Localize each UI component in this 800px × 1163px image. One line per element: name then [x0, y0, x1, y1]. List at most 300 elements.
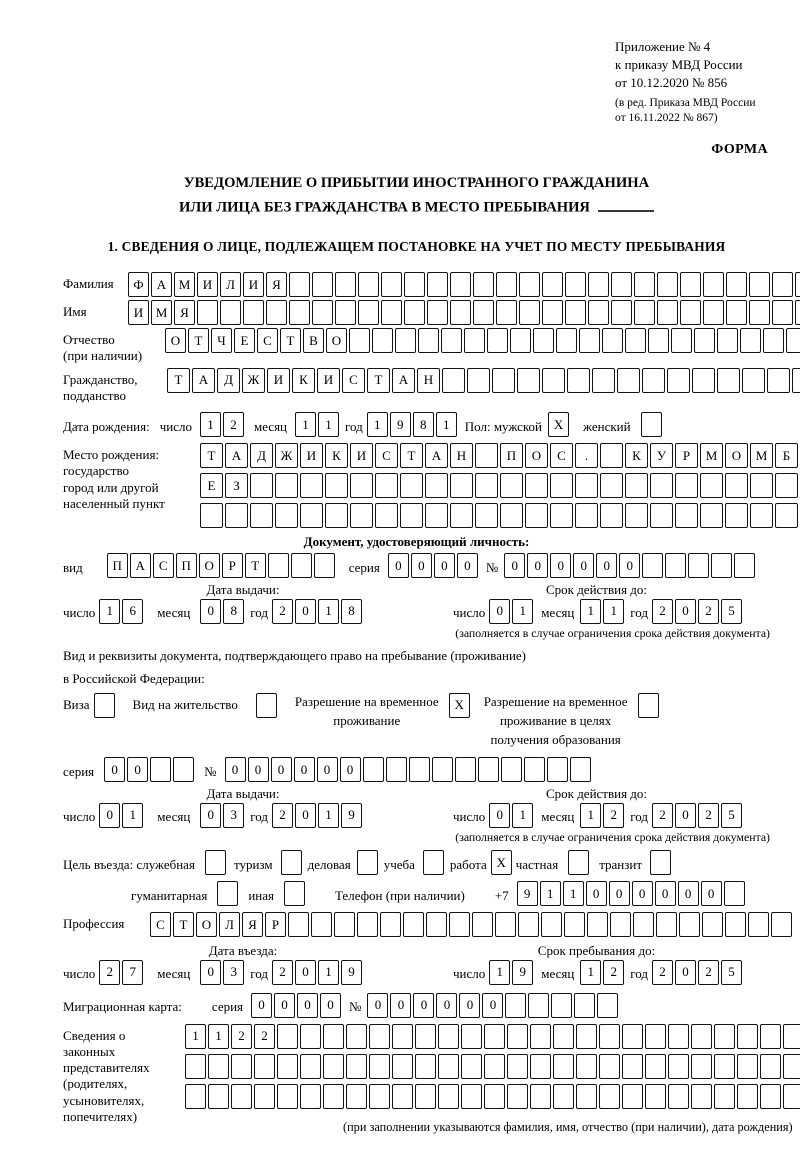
form-cell: [748, 912, 769, 937]
entry-month-input[interactable]: [200, 960, 244, 985]
form-cell: [645, 1084, 666, 1109]
form-cell: [487, 328, 508, 353]
purpose-work-label: работа: [449, 856, 487, 872]
form-cell: [633, 912, 654, 937]
day-label: число: [453, 809, 486, 825]
stay-day-input[interactable]: [489, 960, 533, 985]
form-cell: 1: [295, 412, 316, 437]
form-cell: М: [174, 272, 195, 297]
purpose-other-checkbox[interactable]: [284, 881, 305, 906]
form-cell: 1: [563, 881, 584, 906]
purpose-humanitarian-label: гуманитарная: [131, 887, 208, 903]
form-cell: 9: [517, 881, 538, 906]
month-label: месяц: [253, 418, 288, 434]
form-cell: 6: [122, 599, 143, 624]
form-cell: [381, 272, 402, 297]
purpose-tourism-checkbox[interactable]: [281, 850, 302, 875]
stay-month-input[interactable]: [580, 960, 624, 985]
sex-female-checkbox[interactable]: [641, 412, 662, 437]
patronymic-input[interactable]: [165, 328, 800, 353]
form-cell: [438, 1024, 459, 1049]
residence-valid-month-input[interactable]: [580, 803, 624, 828]
form-cell: 0: [459, 993, 480, 1018]
form-cell: [277, 1024, 298, 1049]
residence-doc-dates: [63, 786, 770, 827]
form-cell: 3: [223, 803, 244, 828]
form-cell: [484, 1054, 505, 1079]
doc-issue-year-input[interactable]: [272, 599, 362, 624]
birth-place-line3-input[interactable]: [200, 503, 798, 528]
patronymic-row: [63, 328, 770, 365]
form-cell: [94, 693, 115, 718]
stay-year-input[interactable]: [652, 960, 742, 985]
form-cell: [254, 1054, 275, 1079]
form-cell: [243, 300, 264, 325]
form-cell: [375, 473, 398, 498]
form-cell: [372, 328, 393, 353]
form-cell: [334, 912, 355, 937]
entry-date-heading: Дата въезда:: [208, 943, 278, 959]
form-cell: Н: [450, 443, 473, 468]
form-cell: [275, 503, 298, 528]
form-cell: 0: [573, 553, 594, 578]
form-cell: [450, 503, 473, 528]
form-cell: [679, 912, 700, 937]
form-cell: [484, 1084, 505, 1109]
day-label: число: [453, 966, 486, 982]
birth-date-label: Дата рождения:: [63, 418, 150, 434]
form-cell: [565, 272, 586, 297]
form-cell: Т: [173, 912, 194, 937]
form-cell: [524, 757, 545, 782]
form-cell: П: [176, 553, 197, 578]
form-cell: 0: [99, 803, 120, 828]
form-cell: 1: [540, 881, 561, 906]
sex-male-checkbox[interactable]: [548, 412, 569, 437]
form-cell: [357, 850, 378, 875]
form-cell: [783, 1024, 800, 1049]
form-cell: [617, 368, 640, 393]
form-cell: [455, 757, 476, 782]
year-label: год: [250, 966, 269, 982]
form-cell: [415, 1084, 436, 1109]
form-cell: [250, 503, 273, 528]
form-cell: [737, 1054, 758, 1079]
form-cell: [547, 757, 568, 782]
form-cell: [369, 1084, 390, 1109]
form-cell: X: [548, 412, 569, 437]
form-cell: 1: [318, 412, 339, 437]
doc-valid-year-input[interactable]: [652, 599, 742, 624]
form-cell: [668, 1054, 689, 1079]
form-cell: [358, 272, 379, 297]
form-cell: Б: [775, 443, 798, 468]
entry-day-input[interactable]: [99, 960, 143, 985]
purpose-private-label: частная: [515, 856, 559, 872]
form-cell: [564, 912, 585, 937]
surname-input[interactable]: [128, 272, 800, 297]
form-cell: [409, 757, 430, 782]
form-cell: [625, 503, 648, 528]
form-cell: [742, 368, 765, 393]
form-cell: 2: [231, 1024, 252, 1049]
form-cell: В: [303, 328, 324, 353]
doc-kind-input[interactable]: [107, 553, 335, 578]
form-cell: 2: [652, 960, 673, 985]
form-cell: 0: [271, 757, 292, 782]
form-cell: [250, 473, 273, 498]
residence-issue-month-input[interactable]: [200, 803, 244, 828]
form-cell: [703, 300, 724, 325]
form-cell: [392, 1084, 413, 1109]
form-cell: [173, 757, 194, 782]
valid-until-heading: Срок действия до:: [545, 582, 648, 598]
form-cell: [461, 1084, 482, 1109]
temp-residence-checkbox[interactable]: [449, 693, 470, 718]
doc-number-input[interactable]: [504, 553, 755, 578]
purpose-official-label: Цель въезда: служебная: [63, 856, 195, 872]
form-cell: 0: [457, 553, 478, 578]
identity-doc-heading: Документ, удостоверяющий личность:: [303, 534, 530, 550]
form-cell: 0: [675, 803, 696, 828]
form-cell: [556, 328, 577, 353]
form-cell: Д: [250, 443, 273, 468]
migration-number-input[interactable]: [367, 993, 618, 1018]
form-cell: М: [700, 443, 723, 468]
form-cell: 1: [603, 599, 624, 624]
entry-date-row: [63, 960, 423, 985]
form-cell: [392, 1024, 413, 1049]
form-cell: 0: [200, 960, 221, 985]
doc-issue-day-input[interactable]: [99, 599, 143, 624]
form-cell: [749, 300, 770, 325]
form-cell: 0: [434, 553, 455, 578]
legal-reps-line1-input[interactable]: [185, 1024, 800, 1049]
form-cell: [450, 300, 471, 325]
form-cell: [717, 368, 740, 393]
form-cell: [592, 368, 615, 393]
form-cell: [665, 553, 686, 578]
purpose-work-checkbox[interactable]: [491, 850, 512, 875]
form-cell: [760, 1024, 781, 1049]
form-cell: 0: [550, 553, 571, 578]
form-cell: А: [151, 272, 172, 297]
form-cell: [763, 328, 784, 353]
form-cell: Я: [266, 272, 287, 297]
form-cell: 0: [297, 993, 318, 1018]
form-cell: К: [292, 368, 315, 393]
form-cell: [542, 368, 565, 393]
form-cell: 0: [436, 993, 457, 1018]
form-cell: [380, 912, 401, 937]
form-cell: [726, 300, 747, 325]
form-cell: [622, 1054, 643, 1079]
form-cell: 3: [223, 960, 244, 985]
form-cell: [350, 503, 373, 528]
form-cell: [507, 1024, 528, 1049]
citizenship-input[interactable]: [167, 368, 800, 393]
purpose-study-checkbox[interactable]: [423, 850, 444, 875]
form-cell: О: [199, 553, 220, 578]
form-cell: Р: [222, 553, 243, 578]
form-cell: [724, 881, 745, 906]
form-cell: 0: [413, 993, 434, 1018]
form-cell: [427, 272, 448, 297]
form-cell: [783, 1054, 800, 1079]
migration-card-label: Миграционная карта:: [63, 999, 182, 1015]
form-cell: [702, 912, 723, 937]
phone-prefix: +7: [494, 887, 509, 903]
form-title-line1: УВЕДОМЛЕНИЕ О ПРИБЫТИИ ИНОСТРАННОГО ГРАЖДАНИНА: [183, 175, 650, 192]
form-cell: [268, 553, 289, 578]
form-cell: [725, 912, 746, 937]
residence-issue-year-input[interactable]: [272, 803, 362, 828]
form-cell: [599, 1084, 620, 1109]
form-cell: [496, 272, 517, 297]
form-cell: [737, 1024, 758, 1049]
annex-note-line: (в ред. Приказа МВД России: [615, 96, 756, 109]
form-cell: [725, 473, 748, 498]
form-cell: [150, 757, 171, 782]
birth-place-line1-input[interactable]: [200, 443, 798, 468]
form-cell: [369, 1054, 390, 1079]
purpose-humanitarian-checkbox[interactable]: [217, 881, 238, 906]
form-cell: И: [317, 368, 340, 393]
form-cell: Т: [200, 443, 223, 468]
form-cell: 0: [317, 757, 338, 782]
form-cell: [381, 300, 402, 325]
form-cell: [625, 473, 648, 498]
month-label: месяц: [541, 809, 575, 825]
visa-checkbox[interactable]: [94, 693, 115, 718]
form-cell: [442, 368, 465, 393]
number-label: №: [204, 763, 217, 779]
form-cell: [314, 553, 335, 578]
form-cell: [703, 272, 724, 297]
form-cell: [231, 1054, 252, 1079]
form-cell: [550, 473, 573, 498]
form-cell: 7: [122, 960, 143, 985]
form-cell: 2: [652, 599, 673, 624]
form-cell: [668, 1084, 689, 1109]
form-cell: [645, 1054, 666, 1079]
purpose-private-checkbox[interactable]: [568, 850, 589, 875]
form-cell: [349, 328, 370, 353]
form-cell: [541, 912, 562, 937]
name-input[interactable]: [128, 300, 800, 325]
form-cell: [300, 1084, 321, 1109]
form-cell: 0: [200, 599, 221, 624]
form-cell: [266, 300, 287, 325]
temp-residence-edu-checkbox[interactable]: [638, 693, 659, 718]
form-cell: [450, 473, 473, 498]
form-cell: [680, 300, 701, 325]
form-cell: [588, 300, 609, 325]
month-label: месяц: [157, 605, 191, 621]
residence-valid-year-input[interactable]: [652, 803, 742, 828]
form-cell: [767, 368, 790, 393]
form-cell: [185, 1054, 206, 1079]
form-cell: [500, 473, 523, 498]
form-cell: 2: [272, 599, 293, 624]
form-cell: [220, 300, 241, 325]
restriction-note: (заполняется в случае ограничения срока действия документа): [455, 625, 770, 640]
residence-number-input[interactable]: [225, 757, 591, 782]
form-cell: 0: [675, 960, 696, 985]
birth-month-input[interactable]: [295, 412, 339, 437]
form-cell: 2: [272, 960, 293, 985]
form-cell: [576, 1024, 597, 1049]
form-cell: [700, 503, 723, 528]
form-cell: О: [165, 328, 186, 353]
visit-purpose-row: [63, 850, 770, 875]
form-cell: X: [491, 850, 512, 875]
form-cell: [346, 1024, 367, 1049]
form-cell: [691, 1084, 712, 1109]
form-cell: [795, 300, 800, 325]
form-cell: 1: [512, 803, 533, 828]
form-cell: [475, 503, 498, 528]
form-cell: И: [267, 368, 290, 393]
form-cell: 2: [223, 412, 244, 437]
residence-valid-day-input[interactable]: [489, 803, 533, 828]
issue-date-heading: Дата выдачи:: [206, 582, 280, 598]
legal-reps-line3-input[interactable]: [185, 1084, 800, 1109]
form-cell: [432, 757, 453, 782]
form-cell: Л: [220, 272, 241, 297]
sex-female-label: женский: [583, 418, 631, 434]
form-cell: Д: [217, 368, 240, 393]
form-cell: [300, 1024, 321, 1049]
form-cell: 0: [294, 757, 315, 782]
form-cell: 1: [580, 960, 601, 985]
migration-series-input[interactable]: [251, 993, 341, 1018]
form-cell: С: [550, 443, 573, 468]
form-cell: 1: [208, 1024, 229, 1049]
profession-input[interactable]: [150, 912, 792, 937]
form-cell: [792, 368, 800, 393]
form-cell: [567, 368, 590, 393]
form-cell: [553, 1024, 574, 1049]
doc-series-input[interactable]: [388, 553, 478, 578]
form-cell: [363, 757, 384, 782]
form-cell: [289, 300, 310, 325]
form-cell: Р: [265, 912, 286, 937]
form-cell: [625, 328, 646, 353]
form-cell: [645, 1024, 666, 1049]
form-cell: [622, 1084, 643, 1109]
form-cell: [568, 850, 589, 875]
form-cell: 0: [527, 553, 548, 578]
series-label: серия: [211, 999, 244, 1015]
form-cell: 8: [413, 412, 434, 437]
birth-place-line2-input[interactable]: [200, 473, 798, 498]
birth-year-input[interactable]: [367, 412, 457, 437]
form-cell: [600, 503, 623, 528]
form-cell: [425, 473, 448, 498]
doc-issue-month-input[interactable]: [200, 599, 244, 624]
phone-input[interactable]: [517, 881, 745, 906]
form-cell: [542, 272, 563, 297]
form-cell: 1: [489, 960, 510, 985]
form-cell: [467, 368, 490, 393]
form-cell: С: [375, 443, 398, 468]
form-cell: [392, 1054, 413, 1079]
form-cell: 2: [99, 960, 120, 985]
purpose-transit-label: транзит: [599, 856, 643, 872]
section1-heading: 1. СВЕДЕНИЯ О ЛИЦЕ, ПОДЛЕЖАЩЕМ ПОСТАНОВКЕ НА УЧЕТ ПО МЕСТУ ПРЕБЫВАНИЯ: [107, 239, 726, 255]
form-cell: [501, 757, 522, 782]
form-cell: 1: [436, 412, 457, 437]
form-cell: [507, 1084, 528, 1109]
profession-label: Профессия: [63, 916, 125, 932]
residence-series-input[interactable]: [104, 757, 194, 782]
form-cell: [404, 300, 425, 325]
purpose-business-checkbox[interactable]: [357, 850, 378, 875]
form-cell: 0: [482, 993, 503, 1018]
patronymic-label: Отчество (при наличии): [63, 332, 143, 364]
form-cell: 2: [698, 960, 719, 985]
form-cell: [208, 1084, 229, 1109]
form-cell: А: [225, 443, 248, 468]
form-cell: [525, 473, 548, 498]
form-cell: [622, 1024, 643, 1049]
form-cell: Р: [675, 443, 698, 468]
form-cell: М: [750, 443, 773, 468]
residence-permit-checkbox[interactable]: [256, 693, 277, 718]
form-cell: [530, 1084, 551, 1109]
purpose-transit-checkbox[interactable]: [650, 850, 671, 875]
purpose-study-label: учеба: [383, 856, 415, 872]
purpose-official-checkbox[interactable]: [205, 850, 226, 875]
form-cell: [346, 1054, 367, 1079]
residence-doc-series-row: [63, 757, 770, 782]
form-cell: [772, 272, 793, 297]
doc-valid-month-input[interactable]: [580, 599, 624, 624]
temp-residence-label: Разрешение на временное проживание: [294, 693, 439, 728]
form-cell: И: [128, 300, 149, 325]
form-cell: 1: [318, 803, 339, 828]
birth-day-input[interactable]: [200, 412, 244, 437]
form-cell: [726, 272, 747, 297]
legal-reps-line2-input[interactable]: [185, 1054, 800, 1079]
form-cell: [464, 328, 485, 353]
year-label: год: [630, 809, 649, 825]
form-cell: 8: [341, 599, 362, 624]
doc-valid-day-input[interactable]: [489, 599, 533, 624]
valid-until-heading: Срок действия до:: [545, 786, 648, 802]
form-cell: [656, 912, 677, 937]
day-label: число: [159, 418, 192, 434]
form-cell: О: [326, 328, 347, 353]
form-cell: [205, 850, 226, 875]
form-cell: Н: [417, 368, 440, 393]
form-cell: [675, 473, 698, 498]
stay-until-heading: Срок пребывания до:: [537, 943, 656, 959]
entry-year-input[interactable]: [272, 960, 362, 985]
residence-issue-day-input[interactable]: [99, 803, 143, 828]
valid-until-row: [453, 599, 770, 624]
doc-kind-label: вид: [63, 559, 83, 575]
residence-valid-row: [453, 803, 770, 828]
form-cell: [783, 1084, 800, 1109]
form-cell: [325, 473, 348, 498]
month-label: месяц: [541, 605, 575, 621]
forma-label: ФОРМА: [711, 141, 768, 157]
day-label: число: [453, 605, 486, 621]
form-cell: [734, 553, 755, 578]
form-cell: [400, 473, 423, 498]
